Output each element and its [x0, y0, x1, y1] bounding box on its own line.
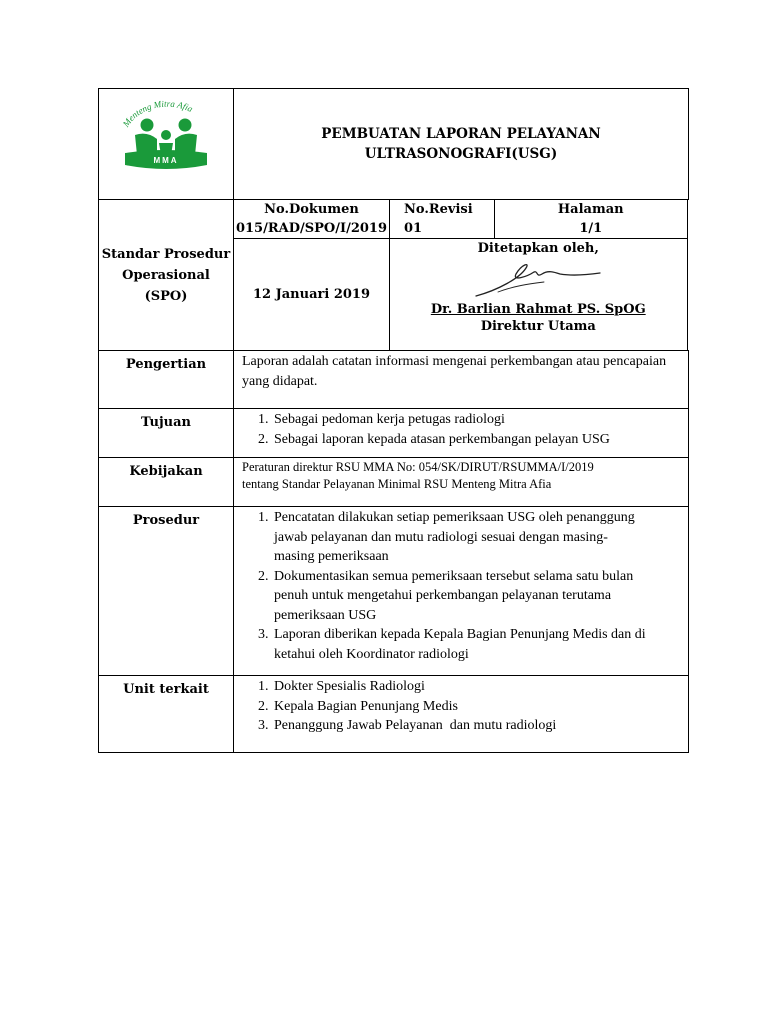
revisi-cell — [390, 200, 495, 239]
signature-mark — [468, 256, 608, 302]
tujuan-label: Tujuan — [99, 409, 234, 458]
halaman-label: Halaman — [557, 202, 624, 217]
spo-label-line3: (SPO) — [144, 288, 188, 304]
pengertian-text: Laporan adalah catatan informasi mengenai perkembangan atau pencapaian yang didapat. — [234, 351, 689, 409]
spo-label-line1: Standar Prosedur — [101, 246, 231, 262]
kebijakan-line2: tentang Standar Pelayanan Minimal RSU Menteng Mitra Afia — [242, 476, 552, 491]
halaman-value: 1/1 — [579, 221, 603, 236]
spo-document-table — [98, 88, 689, 753]
dokumen-value: 015/RAD/SPO/I/2019 — [235, 221, 388, 236]
pengertian-label: Pengertian — [99, 351, 234, 409]
dokumen-cell — [234, 200, 390, 239]
unit-terkait-list-cell — [234, 676, 689, 753]
spo-label-cell — [99, 200, 234, 351]
document-title-line1: PEMBUATAN LAPORAN PELAYANAN — [321, 126, 601, 142]
list-item: 1. Sebagai pedoman kerja petugas radiologi — [272, 410, 688, 430]
document-date: 12 Januari 2019 — [252, 287, 370, 302]
logo-arc-text: Menteng Mitra Afia — [120, 98, 195, 129]
halaman-cell — [495, 200, 688, 239]
list-item: 2. Dokumentasikan semua pemeriksaan tersebut selama satu bulan penuh untuk mengetahui perkembangan pelayanan terutama pemeriksaan USG — [272, 567, 648, 626]
unit-terkait-label: Unit terkait — [99, 676, 234, 753]
logo-cell — [99, 89, 234, 200]
revisi-label: No.Revisi — [404, 202, 473, 217]
list-item: 3. Laporan diberikan kepada Kepala Bagian Penunjang Medis dan di ketahui oleh Koordinator radiologi — [272, 625, 648, 664]
hospital-logo — [99, 89, 233, 195]
list-item: 1. Pencatatan dilakukan setiap pemeriksaan USG oleh penanggung jawab pelayanan dan mutu radiologi sesuai dengan masing-masing pemeriksaan — [272, 508, 648, 567]
tujuan-list — [234, 410, 688, 449]
kebijakan-line1: Peraturan direktur RSU MMA No: 054/SK/DIRUT/RSUMMA/I/2019 — [242, 460, 594, 474]
signer-name: Dr. Barlian Rahmat PS. SpOG — [430, 302, 646, 317]
prosedur-label: Prosedur — [99, 507, 234, 676]
revisi-value: 01 — [404, 221, 423, 236]
list-item: 2. Sebagai laporan kepada atasan perkembangan pelayan USG — [272, 430, 688, 450]
meta-cell — [234, 200, 689, 351]
prosedur-list-cell — [234, 507, 689, 676]
list-item: 3. Penanggung Jawab Pelayanan dan mutu radiologi — [272, 716, 688, 736]
tujuan-list-cell — [234, 409, 689, 458]
spo-label-line2: Operasional — [122, 267, 210, 283]
date-cell — [234, 239, 390, 351]
list-item: 1. Dokter Spesialis Radiologi — [272, 677, 688, 697]
meta-table — [233, 199, 688, 351]
document-title-line2: ULTRASONOGRAFI(USG) — [364, 146, 558, 162]
kebijakan-label: Kebijakan — [99, 458, 234, 507]
signature-cell — [390, 239, 688, 351]
document-title-cell — [234, 89, 689, 200]
logo-band-text: MMA — [153, 156, 179, 165]
kebijakan-cell — [234, 458, 689, 507]
dokumen-label: No.Dokumen — [264, 202, 359, 217]
list-item: 2. Kepala Bagian Penunjang Medis — [272, 697, 688, 717]
prosedur-list — [234, 508, 648, 664]
signer-title: Direktur Utama — [480, 319, 596, 334]
unit-terkait-list — [234, 677, 688, 736]
ditetapkan-text: Ditetapkan oleh, — [477, 241, 599, 256]
